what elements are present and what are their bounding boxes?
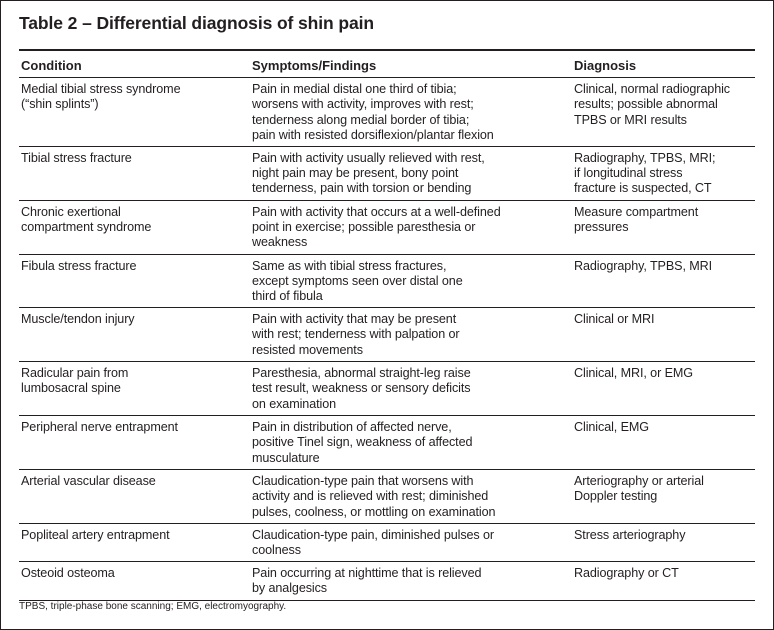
diagnosis-cell	[572, 146, 755, 200]
cell-line: on examination	[252, 396, 337, 411]
header-row	[19, 51, 755, 78]
symptoms-cell	[250, 254, 572, 307]
cell-line: Doppler testing	[574, 489, 658, 504]
cell-line: third of fibula	[252, 289, 323, 304]
table-row	[19, 523, 755, 561]
cell-line: Claudication-type pain, diminished pulses or	[252, 527, 495, 542]
cell-line: Fibula stress fracture	[21, 258, 137, 273]
header-symptoms: Symptoms/Findings	[250, 51, 572, 78]
cell-line: Peripheral nerve entrapment	[21, 419, 178, 434]
cell-line: Popliteal artery entrapment	[21, 527, 170, 542]
cell-line: musculature	[252, 450, 320, 465]
diagnosis-cell	[572, 361, 755, 415]
symptoms-cell	[250, 146, 572, 200]
cell-line: Clinical, EMG	[574, 419, 649, 434]
cell-line: with rest; tenderness with palpation or	[252, 327, 460, 342]
cell-line: Clinical, MRI, or EMG	[574, 365, 693, 380]
table-row	[19, 561, 755, 600]
table-title: Table 2 – Differential diagnosis of shin pain	[19, 13, 374, 33]
condition-cell	[19, 361, 250, 415]
header-diagnosis: Diagnosis	[572, 51, 755, 78]
header-condition: Condition	[19, 51, 250, 78]
cell-line: (“shin splints”)	[21, 97, 99, 112]
cell-line: Stress arteriography	[574, 527, 686, 542]
cell-line: Clinical, normal radiographic	[574, 82, 730, 96]
cell-line: Radiography, TPBS, MRI	[574, 258, 713, 273]
symptoms-cell	[250, 415, 572, 469]
cell-line: worsens with activity, improves with rest;	[252, 97, 474, 112]
symptoms-cell	[250, 307, 572, 361]
cell-line: tenderness along medial border of tibia;	[252, 112, 470, 127]
table-row	[19, 415, 755, 469]
symptoms-cell	[250, 561, 572, 600]
cell-line: Pain with activity that may be present	[252, 311, 457, 326]
cell-line: positive Tinel sign, weakness of affected	[252, 435, 473, 450]
cell-line: pulses, coolness, or mottling on examination	[252, 504, 496, 519]
condition-cell	[19, 561, 250, 600]
cell-line: by analgesics	[252, 581, 328, 596]
table-row	[19, 200, 755, 254]
cell-line: tenderness, pain with torsion or bending	[252, 181, 472, 196]
cell-line: TPBS or MRI results	[574, 112, 687, 127]
condition-cell	[19, 523, 250, 561]
symptoms-cell	[250, 523, 572, 561]
cell-line: Medial tibial stress syndrome	[21, 82, 181, 96]
cell-line: Osteoid osteoma	[21, 565, 115, 580]
diagnosis-cell	[572, 200, 755, 254]
diagnosis-table	[19, 51, 755, 601]
table-row	[19, 78, 755, 147]
condition-cell	[19, 78, 250, 147]
cell-line: compartment syndrome	[21, 220, 152, 235]
cell-line: resisted movements	[252, 342, 363, 357]
condition-cell	[19, 469, 250, 523]
condition-cell	[19, 415, 250, 469]
symptoms-cell	[250, 361, 572, 415]
table-row	[19, 361, 755, 415]
symptoms-cell	[250, 469, 572, 523]
cell-line: Tibial stress fracture	[21, 150, 132, 165]
table-row	[19, 254, 755, 307]
diagnosis-cell	[572, 469, 755, 523]
diagnosis-cell	[572, 254, 755, 307]
diagnosis-cell	[572, 561, 755, 600]
cell-line: pain with resisted dorsiflexion/plantar flexion	[252, 128, 494, 143]
cell-line: except symptoms seen over distal one	[252, 274, 463, 289]
diagnosis-cell	[572, 307, 755, 361]
cell-line: Pain with activity usually relieved with rest,	[252, 150, 485, 165]
cell-line: Arterial vascular disease	[21, 473, 156, 488]
table-row	[19, 469, 755, 523]
cell-line: Claudication-type pain that worsens with	[252, 473, 474, 488]
condition-cell	[19, 200, 250, 254]
cell-line: Pain occurring at nighttime that is relieved	[252, 565, 482, 580]
symptoms-cell	[250, 78, 572, 147]
diagnosis-cell	[572, 523, 755, 561]
cell-line: Radiography or CT	[574, 565, 679, 580]
cell-line: pressures	[574, 220, 629, 235]
cell-line: fracture is suspected, CT	[574, 181, 712, 196]
cell-line: night pain may be present, bony point	[252, 166, 459, 181]
cell-line: if longitudinal stress	[574, 166, 683, 181]
cell-line: results; possible abnormal	[574, 97, 718, 112]
diagnosis-cell	[572, 78, 755, 147]
cell-line: Measure compartment	[574, 204, 699, 219]
cell-line: lumbosacral spine	[21, 381, 121, 396]
cell-line: activity and is relieved with rest; diminished	[252, 489, 489, 504]
cell-line: Muscle/tendon injury	[21, 311, 135, 326]
cell-line: weakness	[252, 235, 308, 250]
cell-line: Same as with tibial stress fractures,	[252, 258, 447, 273]
cell-line: Paresthesia, abnormal straight-leg raise	[252, 365, 471, 380]
cell-line: Arteriography or arterial	[574, 473, 704, 488]
cell-line: Radiography, TPBS, MRI;	[574, 150, 716, 165]
condition-cell	[19, 307, 250, 361]
cell-line: Chronic exertional	[21, 204, 121, 219]
symptoms-cell	[250, 200, 572, 254]
condition-cell	[19, 146, 250, 200]
table-row	[19, 146, 755, 200]
cell-line: test result, weakness or sensory deficits	[252, 381, 471, 396]
cell-line: Pain in medial distal one third of tibia;	[252, 82, 457, 96]
cell-line: Radicular pain from	[21, 365, 129, 380]
table-row	[19, 307, 755, 361]
condition-cell	[19, 254, 250, 307]
table-footnote: TPBS, triple-phase bone scanning; EMG, electromyography.	[19, 601, 287, 612]
diagnosis-cell	[572, 415, 755, 469]
cell-line: point in exercise; possible paresthesia or	[252, 220, 476, 235]
cell-line: Pain with activity that occurs at a well-defined	[252, 204, 501, 219]
cell-line: Pain in distribution of affected nerve,	[252, 419, 452, 434]
cell-line: Clinical or MRI	[574, 311, 655, 326]
cell-line: coolness	[252, 543, 301, 558]
